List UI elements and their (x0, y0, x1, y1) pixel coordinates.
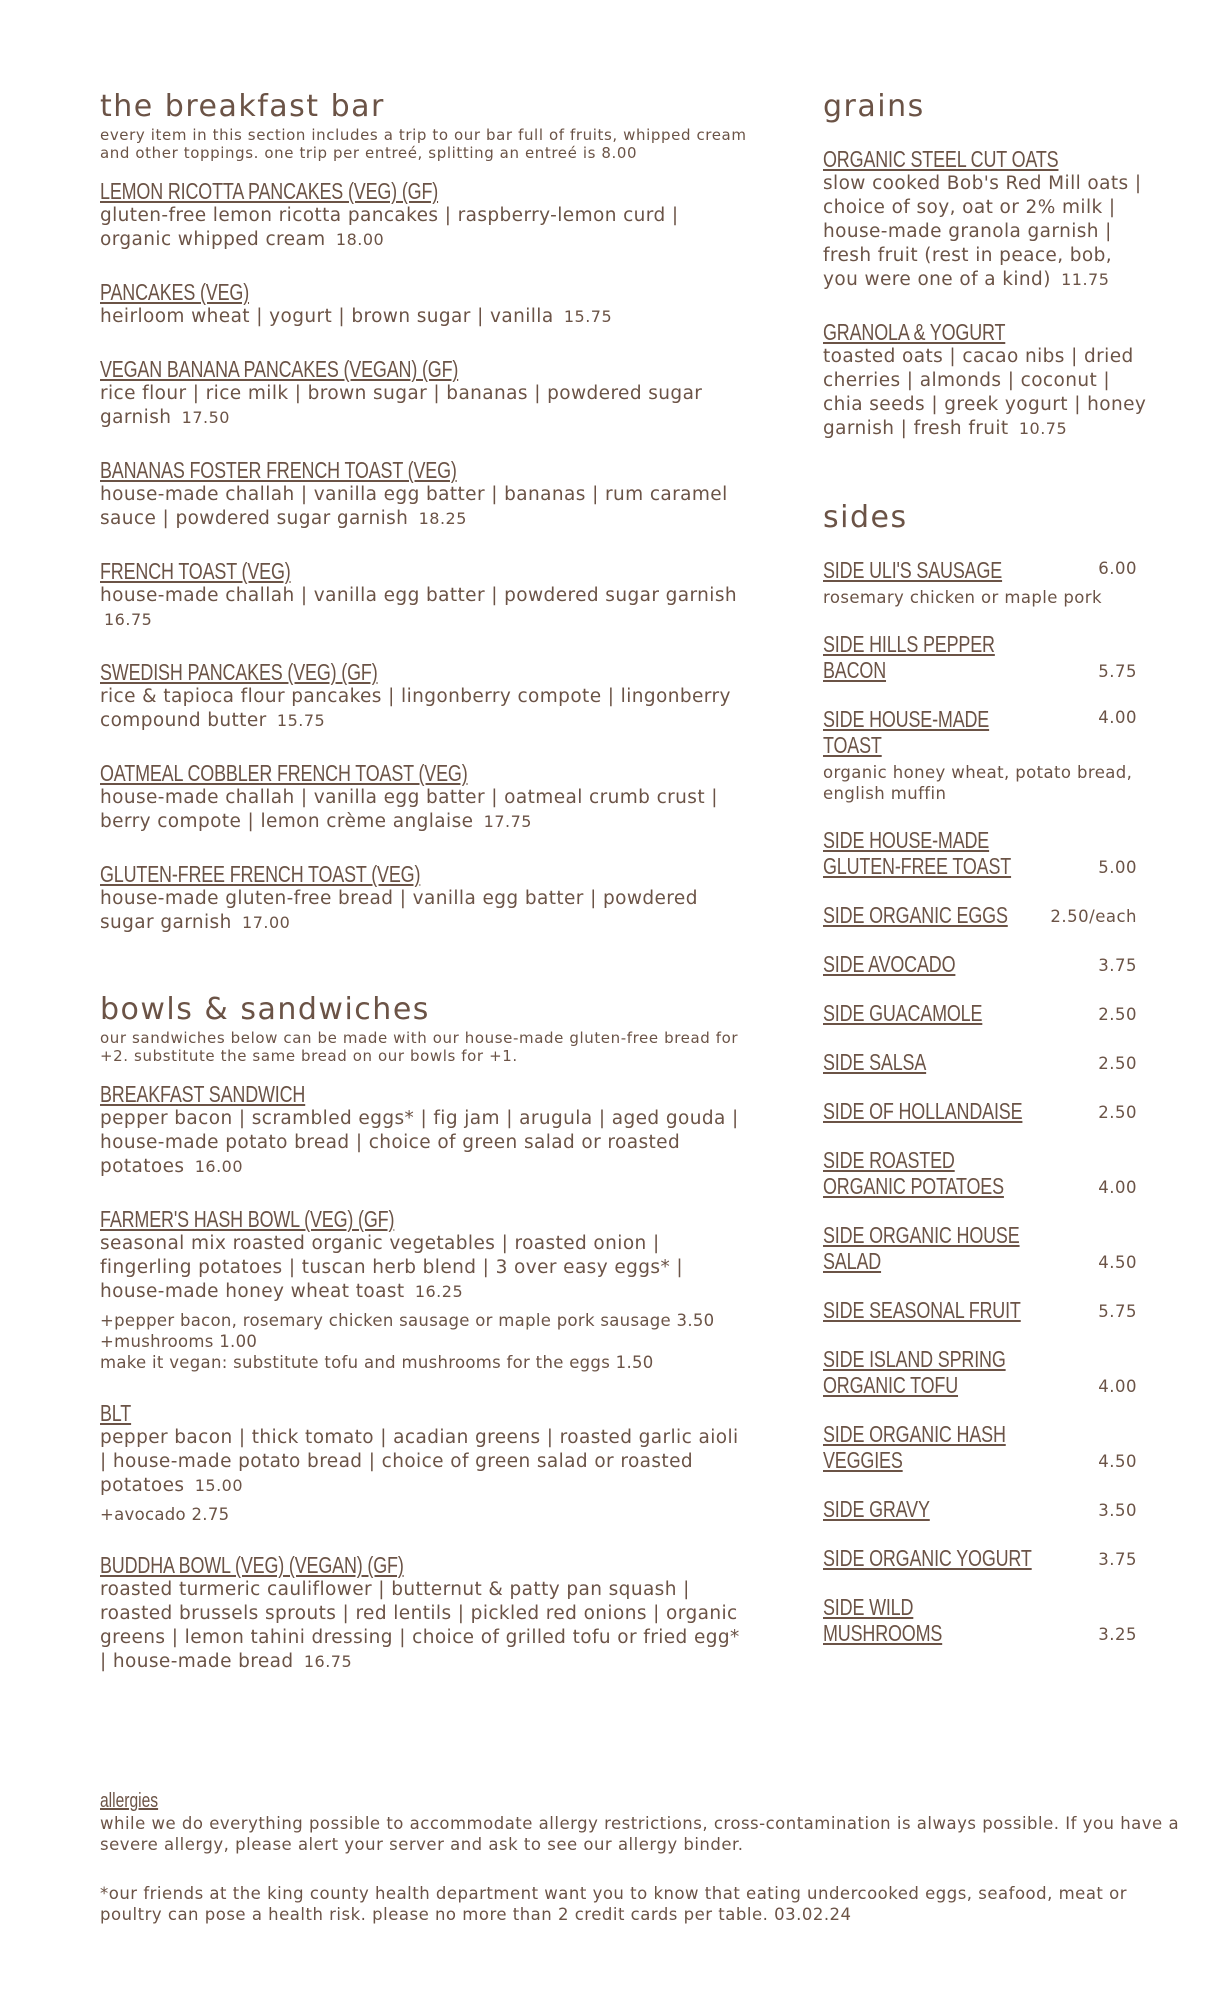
menu-item-name-row (823, 319, 1153, 345)
menu-item (100, 178, 750, 252)
menu-item-desc-text: rice & tapioca flour pancakes | lingonberry compote | lingonberry compound butter (100, 686, 731, 731)
menu-item-description (100, 483, 750, 531)
menu-item-desc-text: gluten-free lemon ricotta pancakes | raspberry-lemon curd | organic whipped cream (100, 205, 679, 250)
side-item-name: SIDE ORGANIC YOGURT (823, 1545, 1032, 1571)
menu-item-price: 17.75 (483, 812, 532, 831)
menu-item-name-row (823, 146, 1153, 172)
side-item (823, 1098, 1153, 1124)
menu-item-description (100, 584, 750, 632)
bowls-items (100, 1081, 750, 1674)
side-item-price: 3.50 (1098, 1501, 1137, 1520)
side-item-name: SIDE ISLAND SPRING ORGANIC TOFU (823, 1346, 1006, 1398)
menu-item-desc-text: rice flour | rice milk | brown sugar | bananas | powdered sugar garnish (100, 383, 703, 428)
grains-items (823, 146, 1153, 441)
menu-item-desc-text: house-made challah | vanilla egg batter | oatmeal crumb crust | berry compote | lemon crème anglaise (100, 787, 718, 832)
side-item-description: organic honey wheat, potato bread, english muffin (823, 763, 1133, 803)
menu-item-name: LEMON RICOTTA PANCAKES (VEG) (GF) (100, 178, 439, 204)
menu-item-name-row (100, 760, 750, 786)
menu-item-desc-text: toasted oats | cacao nibs | dried cherries | almonds | coconut | chia seeds | greek yogurt | honey garnish | fresh fruit (823, 346, 1147, 439)
menu-item (100, 558, 750, 632)
section-title-grains: grains (823, 89, 925, 124)
section-title-breakfast: the breakfast bar (100, 89, 385, 124)
side-item-price: 4.50 (1098, 1452, 1137, 1471)
menu-item (823, 146, 1153, 292)
side-item-name: SIDE SEASONAL FRUIT (823, 1297, 1021, 1323)
menu-item-desc-text: house-made challah | vanilla egg batter | powdered sugar garnish (100, 585, 738, 606)
menu-item-description (823, 172, 1153, 292)
menu-item-price: 15.00 (194, 1476, 244, 1495)
menu-item-price: 15.75 (563, 307, 613, 326)
menu-item-name: GRANOLA & YOGURT (823, 319, 1006, 345)
breakfast-items (100, 178, 750, 935)
side-item-name: SIDE ROASTED ORGANIC POTATOES (823, 1147, 1004, 1199)
side-item-name: SIDE HOUSE-MADE TOAST (823, 706, 990, 758)
menu-item-name-row (100, 1206, 750, 1232)
side-item (823, 1594, 1153, 1646)
side-item-price: 6.00 (1098, 559, 1137, 578)
menu-item-price: 16.25 (414, 1282, 464, 1301)
menu-item-description (100, 1107, 750, 1179)
menu-item-price: 15.75 (276, 711, 326, 730)
menu-item-name-row (100, 861, 750, 887)
menu-item (823, 319, 1153, 441)
menu-item-price: 10.75 (1018, 419, 1068, 438)
menu-item-name: FRENCH TOAST (VEG) (100, 558, 291, 584)
menu-item-desc-text: pepper bacon | scrambled eggs* | fig jam | arugula | aged gouda | house-made potato bread | choice of green salad or roasted potatoes (100, 1108, 739, 1177)
section-title-sides: sides (823, 500, 908, 535)
menu-item (100, 457, 750, 531)
menu-item-description (100, 204, 750, 252)
menu-item (100, 1081, 750, 1179)
menu-item-desc-text: heirloom wheat | yogurt | brown sugar | vanilla (100, 306, 554, 327)
menu-item-name-row (100, 279, 750, 305)
menu-item-price: 17.50 (181, 408, 230, 427)
menu-item-price: 17.00 (242, 913, 291, 932)
side-item-price: 4.00 (1098, 1377, 1137, 1396)
menu-item-description (100, 685, 750, 733)
side-item-description: rosemary chicken or maple pork (823, 588, 1102, 607)
menu-item-name: SWEDISH PANCAKES (VEG) (GF) (100, 659, 378, 685)
side-item (823, 1545, 1153, 1571)
right-column (823, 88, 1153, 1669)
footer (100, 1790, 1190, 1925)
side-item-price: 5.75 (1098, 662, 1137, 681)
side-item-name: SIDE WILD MUSHROOMS (823, 1594, 943, 1646)
menu-item-price: 16.75 (104, 610, 153, 629)
side-item-price: 5.00 (1098, 858, 1137, 877)
menu-item-name: PANCAKES (VEG) (100, 279, 250, 305)
side-item-price: 3.25 (1098, 1625, 1137, 1644)
menu-item-name-row (100, 558, 750, 584)
side-item (823, 557, 1153, 608)
side-item (823, 1000, 1153, 1026)
side-item-name: SIDE AVOCADO (823, 951, 956, 977)
sides-items (823, 557, 1153, 1646)
side-item-price: 4.00 (1098, 708, 1137, 727)
side-item-name: SIDE SALSA (823, 1049, 927, 1075)
menu-item-name: BUDDHA BOWL (VEG) (VEGAN) (GF) (100, 1552, 404, 1578)
section-note-breakfast: every item in this section includes a trip to our bar full of fruits, whipped cream and other toppings. one trip per entreé, splitting an entreé is 8.00 (100, 126, 747, 162)
side-item (823, 1147, 1153, 1199)
menu-item-price: 18.25 (418, 509, 467, 528)
side-item-price: 3.75 (1098, 1550, 1137, 1569)
menu-item-desc-text: roasted turmeric cauliflower | butternut & patty pan squash | roasted brussels sprouts | red lentils | pickled red onions | organic greens | lemon tahini dressing | choice of grilled tofu or fried egg* | house-made bread (100, 1579, 740, 1672)
side-item (823, 1496, 1153, 1522)
section-note-bowls: our sandwiches below can be made with our house-made gluten-free bread for +2. substitute the same bread on our bowls for +1. (100, 1029, 739, 1065)
side-item (823, 1421, 1153, 1473)
menu-item (100, 760, 750, 834)
side-item (823, 902, 1153, 928)
side-item-price: 4.00 (1098, 1178, 1137, 1197)
menu-item (100, 356, 750, 430)
menu-item-price: 16.75 (303, 1652, 353, 1671)
side-item-name: SIDE HOUSE-MADE GLUTEN-FREE TOAST (823, 827, 1012, 879)
menu-item-price: 16.00 (194, 1157, 244, 1176)
section-title-bowls: bowls & sandwiches (100, 992, 430, 1027)
menu-item-name: VEGAN BANANA PANCAKES (VEGAN) (GF) (100, 356, 459, 382)
side-item-price: 3.75 (1098, 956, 1137, 975)
side-item-price: 2.50 (1098, 1103, 1137, 1122)
menu-item-desc-text: pepper bacon | thick tomato | acadian greens | roasted garlic aioli | house-made potato bread | choice of green salad or roasted potatoes (100, 1427, 739, 1496)
side-item (823, 631, 1153, 683)
menu-item-description (100, 1232, 750, 1304)
menu-item-name: BANANAS FOSTER FRENCH TOAST (VEG) (100, 457, 457, 483)
menu-item-name-row (100, 1400, 750, 1426)
menu-item-desc-text: house-made challah | vanilla egg batter | bananas | rum caramel sauce | powdered sugar garnish (100, 484, 728, 529)
side-item-name: SIDE OF HOLLANDAISE (823, 1098, 1023, 1124)
side-item (823, 827, 1153, 879)
menu-item-desc-text: slow cooked Bob's Red Mill oats | choice of soy, oat or 2% milk | house-made granola garnish | fresh fruit (rest in peace, bob, you were one of a kind) (823, 173, 1142, 290)
side-item-name: SIDE ORGANIC EGGS (823, 902, 1008, 928)
side-item (823, 1222, 1153, 1274)
menu-item-description (823, 345, 1153, 441)
menu-item-desc-text: house-made gluten-free bread | vanilla egg batter | powdered sugar garnish (100, 888, 698, 933)
menu-item-addons: +avocado 2.75 (100, 1505, 230, 1524)
menu-item-name: BREAKFAST SANDWICH (100, 1081, 306, 1107)
side-item-price: 2.50 (1098, 1005, 1137, 1024)
menu-item-description (100, 786, 750, 834)
menu-item (100, 1552, 750, 1674)
side-item-name: SIDE HILLS PEPPER BACON (823, 631, 995, 683)
menu-item-name: FARMER'S HASH BOWL (VEG) (GF) (100, 1206, 395, 1232)
bowls-section (100, 991, 750, 1674)
menu-item-description (100, 1426, 750, 1498)
menu-item-name-row (100, 1081, 750, 1107)
side-item-name: SIDE GRAVY (823, 1496, 930, 1522)
menu-item-name-row (100, 457, 750, 483)
side-item-price: 4.50 (1098, 1253, 1137, 1272)
breakfast-section (100, 88, 750, 935)
menu-item-desc-text: seasonal mix roasted organic vegetables | roasted onion | fingerling potatoes | tuscan herb blend | 3 over easy eggs* | house-made honey wheat toast (100, 1233, 684, 1302)
menu-item-name: ORGANIC STEEL CUT OATS (823, 146, 1059, 172)
menu-item-name-row (100, 356, 750, 382)
allergy-title: allergies (100, 1790, 159, 1812)
menu-item-description (100, 887, 750, 935)
menu-item-description (100, 1578, 750, 1674)
menu-item-name: BLT (100, 1400, 132, 1426)
menu-item-price: 18.00 (335, 230, 385, 249)
menu-item (100, 659, 750, 733)
menu-item-addons: +pepper bacon, rosemary chicken sausage or maple pork sausage 3.50 +mushrooms 1.00 make it vegan: substitute tofu and mushrooms for the eggs 1.50 (100, 1311, 715, 1372)
side-item-name: SIDE ULI'S SAUSAGE (823, 557, 1003, 583)
side-item-price: 5.75 (1098, 1302, 1137, 1321)
menu-item-name-row (100, 1552, 750, 1578)
side-item (823, 951, 1153, 977)
side-item (823, 706, 1153, 804)
side-item-name: SIDE ORGANIC HOUSE SALAD (823, 1222, 1020, 1274)
side-item-price: 2.50 (1098, 1054, 1137, 1073)
menu-item-price: 11.75 (1061, 270, 1110, 289)
side-item-price: 2.50/each (1050, 907, 1137, 926)
side-item (823, 1346, 1153, 1398)
menu-item (100, 861, 750, 935)
side-item-name: SIDE GUACAMOLE (823, 1000, 983, 1026)
side-item (823, 1049, 1153, 1075)
menu-item-name-row (100, 659, 750, 685)
menu-item-name: OATMEAL COBBLER FRENCH TOAST (VEG) (100, 760, 468, 786)
side-item (823, 1297, 1153, 1323)
menu-item-description (100, 305, 750, 329)
menu-item-description (100, 382, 750, 430)
menu-item-name-row (100, 178, 750, 204)
side-item-name: SIDE ORGANIC HASH VEGGIES (823, 1421, 1006, 1473)
health-notice: *our friends at the king county health department want you to know that eating undercooked eggs, seafood, meat or poultry can pose a health risk. please no more than 2 credit cards per table. 03.02.24 (100, 1884, 1128, 1924)
allergy-text: while we do everything possible to accommodate allergy restrictions, cross-contamination is always possible. If you have a severe allergy, please alert your server and ask to see our allergy binder. (100, 1814, 1180, 1854)
menu-item (100, 279, 750, 329)
menu-item (100, 1400, 750, 1525)
grains-section (823, 88, 1153, 441)
menu-item (100, 1206, 750, 1373)
left-column (100, 88, 750, 1701)
sides-section (823, 499, 1153, 1646)
menu-item-name: GLUTEN-FREE FRENCH TOAST (VEG) (100, 861, 421, 887)
